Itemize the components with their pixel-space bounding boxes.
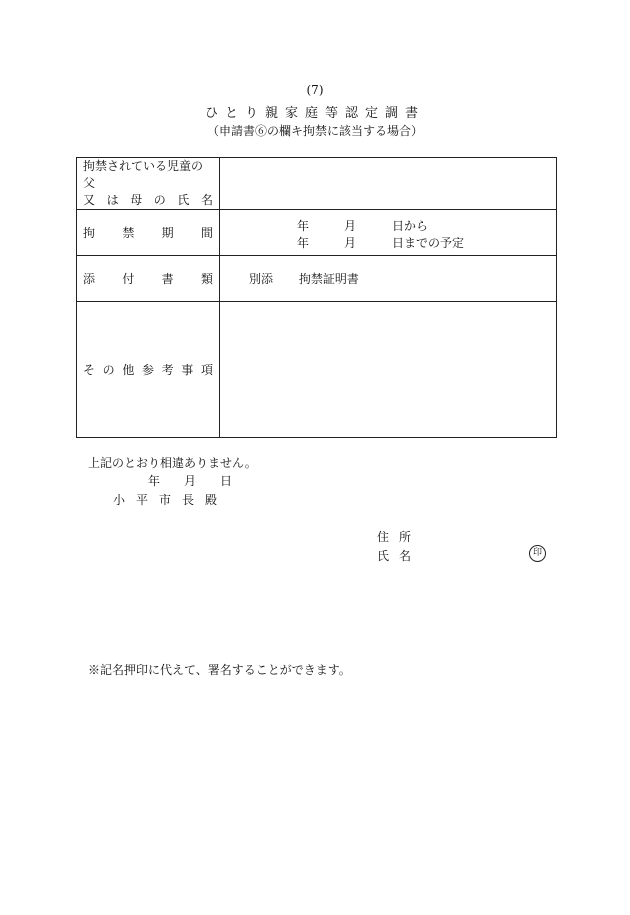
- row-attachments: [77, 256, 557, 302]
- row-period: [77, 210, 557, 256]
- period-until-day: 日までの予定: [392, 235, 465, 250]
- signature-note: ※記名押印に代えて、署名することができます。: [88, 663, 351, 677]
- parent-name-label: [77, 158, 220, 210]
- form-table: [76, 157, 557, 438]
- date-month: 月: [184, 474, 197, 488]
- form-title: ひとり親家庭等認定調書: [204, 106, 425, 121]
- period-label: 拘 禁 期 間: [77, 210, 220, 256]
- parent-name-label-line1: 拘禁されている児童の父: [83, 159, 204, 190]
- declaration-statement: 上記のとおり相違ありません。: [88, 456, 257, 470]
- date-year: 年: [148, 474, 161, 488]
- form-subtitle: （申請書⑥の欄キ拘禁に該当する場合）: [206, 124, 423, 138]
- attachments-field: [220, 256, 557, 302]
- date-day: 日: [220, 474, 233, 488]
- attachment-prefix: 別添: [249, 272, 274, 286]
- seal-mark-icon: 印: [529, 545, 546, 562]
- attachments-label: 添 付 書 類: [77, 256, 220, 302]
- period-from-year: 年: [297, 218, 310, 233]
- row-parent-name: [77, 158, 557, 210]
- row-other-notes: [77, 302, 557, 438]
- addressee: 小平市長殿: [113, 493, 229, 507]
- other-notes-label: そ の 他 参 考 事 項: [77, 302, 220, 438]
- name-label: 氏名: [377, 549, 422, 563]
- parent-name-field[interactable]: [220, 158, 557, 210]
- period-until-month: 月: [344, 235, 357, 250]
- attachment-document: 拘禁証明書: [298, 272, 359, 286]
- period-from-month: 月: [344, 218, 357, 233]
- period-field[interactable]: [220, 210, 557, 256]
- period-from-day: 日から: [392, 218, 429, 233]
- form-number: (7): [306, 83, 324, 97]
- parent-name-label-line2: 又 は 母 の 氏 名: [83, 193, 213, 207]
- other-notes-field[interactable]: [220, 302, 557, 438]
- period-until-year: 年: [297, 235, 310, 250]
- address-label: 住所: [377, 530, 422, 544]
